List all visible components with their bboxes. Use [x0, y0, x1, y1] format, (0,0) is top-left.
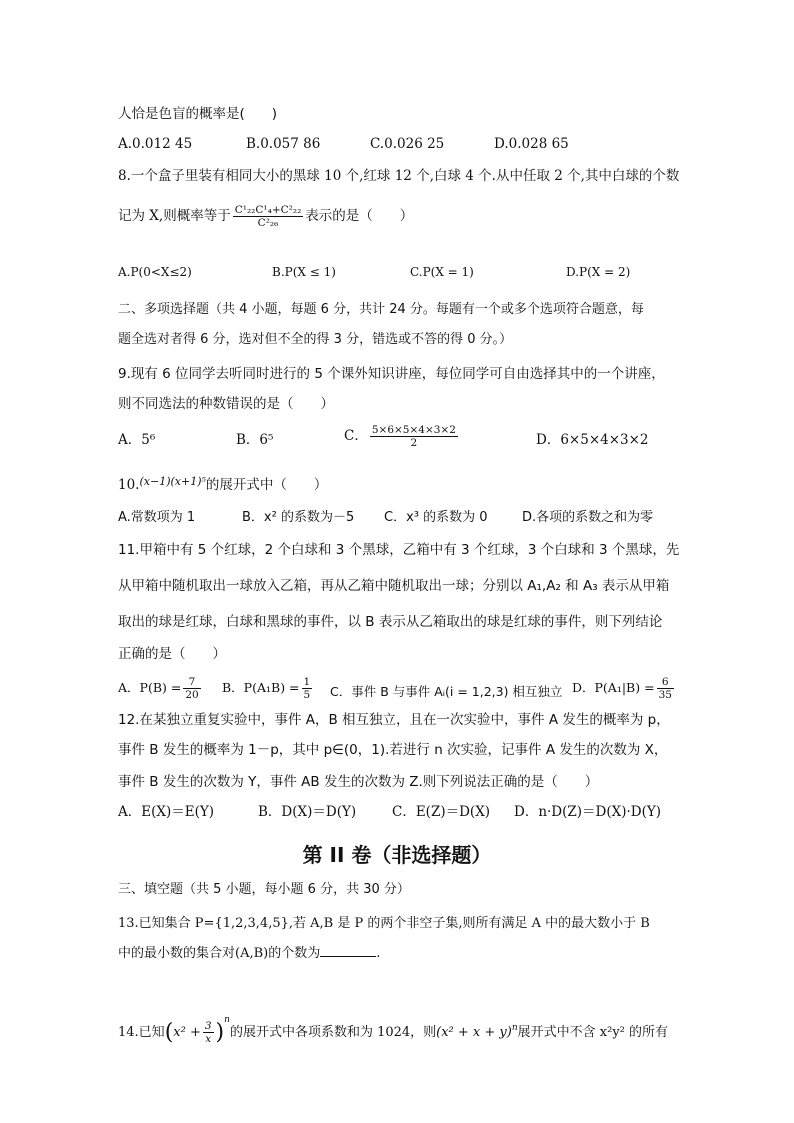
- q7-option-b: B.0.057 86: [246, 136, 321, 152]
- q8-option-c: C.P(X = 1): [410, 265, 474, 279]
- q9-option-c: [344, 424, 460, 449]
- q14-left-paren: (: [164, 1019, 174, 1045]
- q11-option-d: [572, 676, 676, 701]
- q10-option-c: C．x³ 的系数为 0: [384, 510, 488, 525]
- q11-stem-line2: 从甲箱中随机取出一球放入乙箱，再从乙箱中随机取出一球；分别以 A₁,A₂ 和 A₃ 表示从甲箱: [118, 578, 670, 594]
- q11-option-c: C．事件 B 与事件 Aᵢ(i = 1,2,3) 相互独立: [330, 684, 563, 699]
- q7-option-a: A.0.012 45: [118, 136, 193, 152]
- q9-stem-line1: 9.现有 6 位同学去听同时进行的 5 个课外知识讲座，每位同学可自由选择其中的一个讲座，: [118, 366, 665, 382]
- q9-option-d: D．6×5×4×3×2: [536, 432, 649, 448]
- q13-stem-line2: [118, 944, 380, 964]
- q8-fraction-num: C¹₂₂C¹₄+C²₂₂: [234, 204, 302, 216]
- q10-expression: (x−1)(x+1)⁵: [139, 475, 206, 488]
- q11-stem-line1: 11.甲箱中有 5 个红球，2 个白球和 3 个黑球，乙箱中有 3 个红球，3 个白球和 3 个黑球，先: [118, 542, 680, 558]
- q11-option-a-label: A．P(B) =: [118, 680, 182, 695]
- q13-answer-blank: [320, 944, 376, 957]
- q9-option-c-label: C．: [344, 428, 368, 444]
- q8-stem-post: 表示的是（ ）: [305, 208, 414, 224]
- q10-option-b: B．x² 的系数为－5: [242, 510, 355, 525]
- part2-title: 第 II 卷（非选择题）: [302, 843, 492, 867]
- q14-prefix: 14.已知: [118, 1025, 165, 1040]
- section2-header-line2: 题全选对者得 6 分，选对但不全的得 3 分，错选或不答的得 0 分。）: [118, 332, 513, 347]
- q11-option-d-label: D．P(A₁|B) =: [572, 680, 655, 695]
- q8-stem-pre: 记为 X,则概率等于: [118, 208, 231, 224]
- q14-middle-text: 的展开式中各项系数和为 1024，则: [229, 1025, 437, 1040]
- q11-option-a-den: 20: [185, 689, 199, 701]
- q9-option-c-den: 2: [410, 437, 418, 449]
- q10-option-d: D.各项的系数之和为零: [522, 510, 654, 525]
- q12-option-b: B．D(X)＝D(Y): [258, 804, 357, 820]
- q11-option-d-den: 35: [658, 689, 672, 701]
- q8-option-b: B.P(X ≤ 1): [272, 265, 336, 279]
- q13-stem-pre: 中的最小数的集合对(A,B)的个数为: [118, 946, 321, 961]
- q7-option-d: D.0.028 65: [494, 136, 569, 152]
- q9-option-c-fraction: [370, 424, 458, 449]
- q12-stem-line2: 事件 B 发生的概率为 1－p，其中 p∈(0，1).若进行 n 次实验，记事件 A 发生的次数为 X，: [118, 742, 668, 758]
- q14-expr1-den: x: [205, 1033, 212, 1045]
- q9-option-c-num: 5×6×5×4×3×2: [371, 424, 456, 436]
- q14-expr1-pre: x² +: [173, 1025, 201, 1040]
- q10-option-a: A.常数项为 1: [118, 510, 196, 525]
- q9-option-a: A．5⁶: [118, 432, 156, 448]
- q8-option-d: D.P(X = 2): [566, 265, 631, 279]
- q13-stem-post: .: [376, 946, 381, 961]
- q11-option-b-fraction: [302, 676, 313, 701]
- q13-stem-line1: 13.已知集合 P={1,2,3,4,5},若 A,B 是 P 的两个非空子集,则所有满足 A 中的最大数小于 B: [118, 916, 650, 931]
- q8-fraction-den: C²₂₆: [257, 217, 279, 229]
- q11-option-a-num: 7: [183, 676, 200, 689]
- q11-option-d-num: 6: [657, 676, 674, 689]
- q12-stem-line3: 事件 B 发生的次数为 Y，事件 AB 发生的次数为 Z.则下列说法正确的是（ ）: [118, 774, 599, 790]
- q12-option-d: D．n·D(Z)＝D(X)·D(Y): [514, 804, 662, 820]
- q12-stem-line1: 12.在某独立重复实验中，事件 A，B 相互独立，且在一次实验中，事件 A 发生的概率为 p，: [118, 712, 670, 728]
- q11-option-b: [222, 676, 314, 701]
- q8-option-a: A.P(0<X≤2): [118, 265, 192, 279]
- q11-option-a: [118, 676, 203, 701]
- q7-option-c: C.0.026 25: [370, 136, 445, 152]
- q14-stem: [118, 1010, 668, 1045]
- q10-number: 10.: [118, 477, 140, 493]
- q9-option-b: B．6⁵: [236, 432, 274, 448]
- q11-option-b-num: 1: [303, 676, 311, 688]
- q10-stem: [118, 472, 327, 495]
- q11-stem-line4: 正确的是（ ）: [118, 646, 226, 662]
- q11-option-b-label: B．P(A₁B) =: [222, 680, 300, 695]
- q14-expr1-num: 3: [204, 1020, 212, 1032]
- q12-option-a: A．E(X)＝E(Y): [118, 804, 215, 820]
- q11-option-a-fraction: [183, 676, 200, 701]
- q8-fraction: [233, 204, 304, 229]
- q12-option-c: C．E(Z)＝D(X): [392, 804, 491, 820]
- q14-right-paren: ): [215, 1019, 225, 1045]
- q14-expr2-exponent: n: [511, 1023, 518, 1033]
- q11-option-b-den: 5: [303, 689, 311, 701]
- q9-stem-line2: 则不同选法的种数错误的是（ ）: [118, 396, 334, 412]
- q14-expr1-fraction: [203, 1020, 214, 1045]
- q11-stem-line3: 取出的球是红球，白球和黑球的事件，以 B 表示从乙箱取出的球是红球的事件，则下列结论: [118, 614, 663, 630]
- section3-header: 三、填空题（共 5 小题，每小题 6 分，共 30 分）: [118, 882, 410, 897]
- section2-header-line1: 二、多项选择题（共 4 小题，每题 6 分，共计 24 分。每题有一个或多个选项符合题意，每: [118, 302, 644, 317]
- q14-post-text: 展开式中不含 x²y² 的所有: [517, 1025, 669, 1040]
- q14-expr1-exponent: n: [224, 1015, 230, 1025]
- q8-stem-line1: 8.一个盒子里装有相同大小的黑球 10 个,红球 12 个,白球 4 个.从中任取 2 个,其中白球的个数: [118, 168, 680, 184]
- q7-stem-tail: 人恰是色盲的概率是( ): [118, 106, 278, 122]
- q14-expr2: (x² + x + y): [436, 1025, 512, 1040]
- q10-stem-text: 的展开式中（ ）: [205, 477, 328, 493]
- q8-stem-line2: [118, 204, 413, 229]
- q11-option-d-fraction: [657, 676, 674, 701]
